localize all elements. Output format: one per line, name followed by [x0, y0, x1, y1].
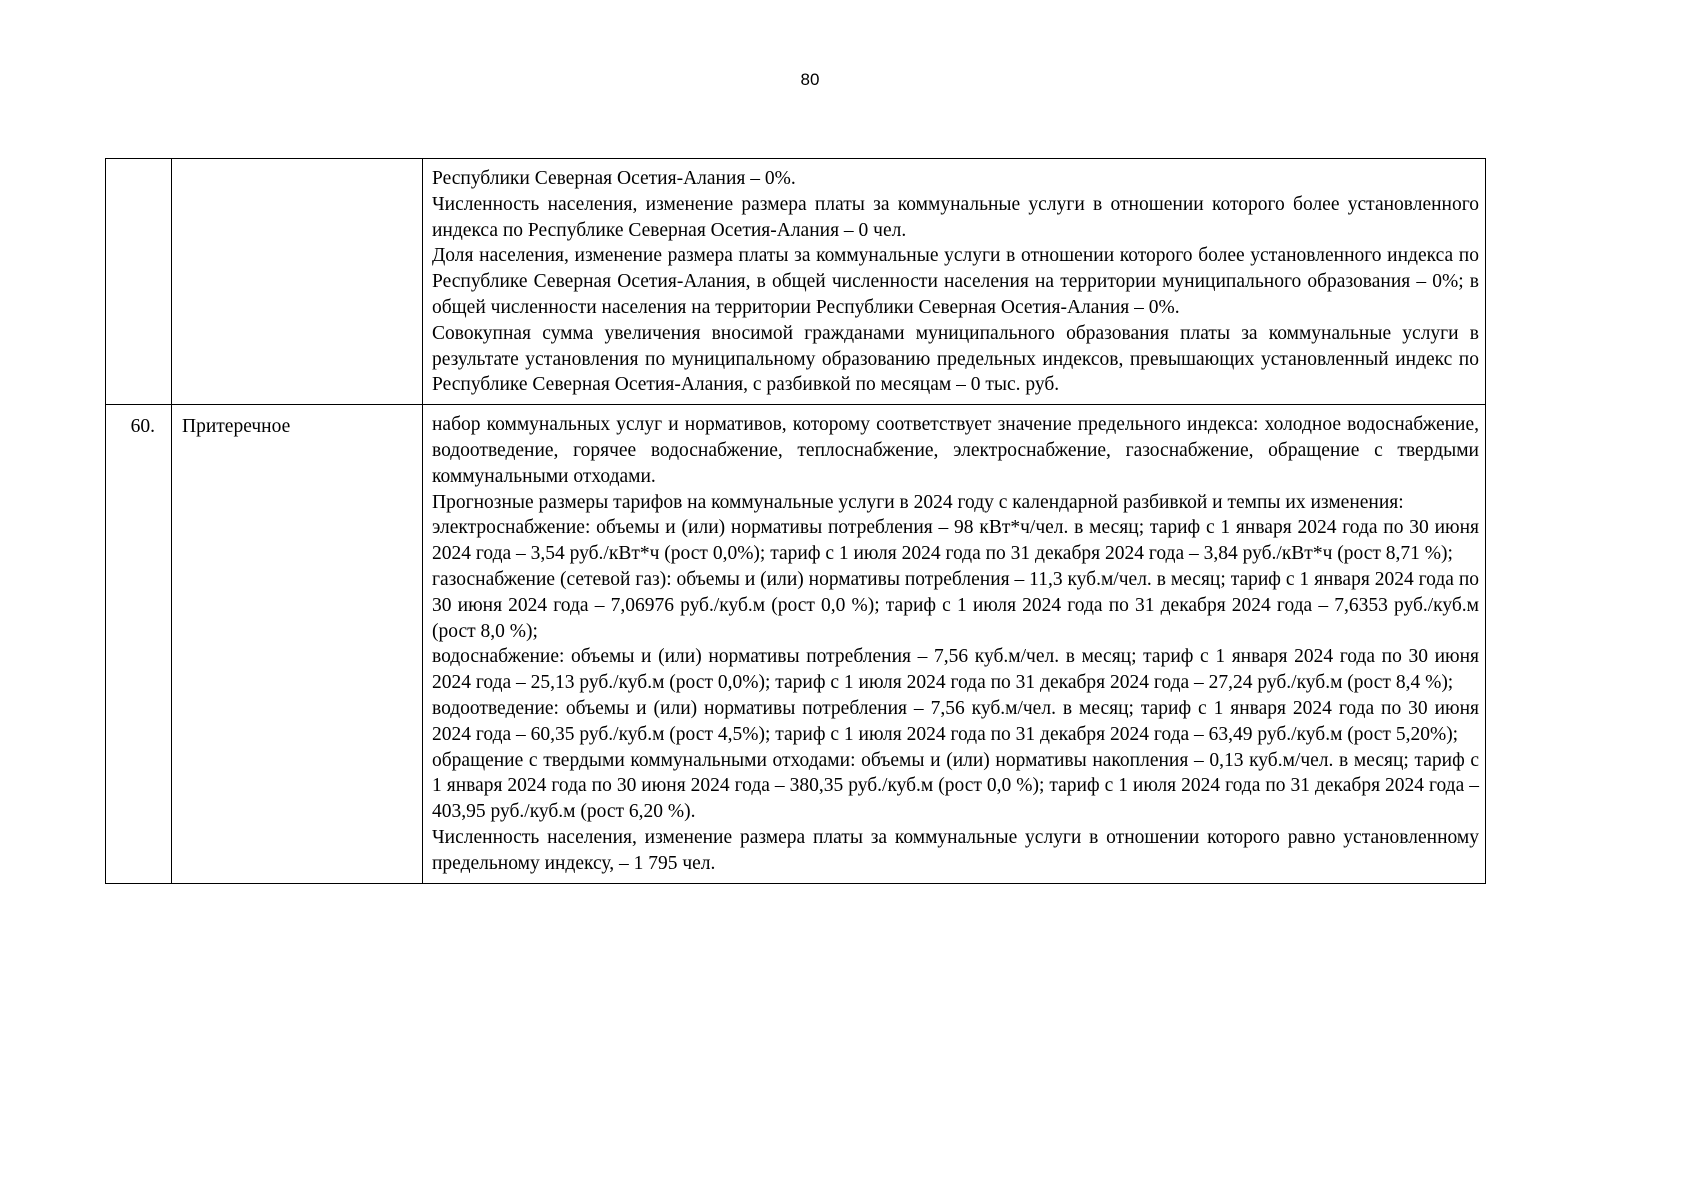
- description-paragraph: набор коммунальных услуг и нормативов, которому соответствует значение предельного индекса: холодное водоснабжение, водоотведение, горячее водоснабжение, теплоснабжение, электроснабжение, газоснабжение, обращение с твердыми коммунальными отходами.: [432, 414, 1479, 487]
- description-paragraph: Республики Северная Осетия-Алания – 0%.: [432, 168, 796, 189]
- description-cell: [423, 159, 1486, 405]
- description-paragraph: водоснабжение: объемы и (или) нормативы потребления – 7,56 куб.м/чел. в месяц; тариф с 1 января 2024 года по 30 июня 2024 года – 25,13 руб./куб.м (рост 0,0%); тариф с 1 июля 2024 года по 31 декабря 2024 года – 27,24 руб./куб.м (рост 8,4 %);: [432, 646, 1479, 694]
- row-number-cell: 60.: [106, 405, 172, 883]
- description-paragraph: обращение с твердыми коммунальными отходами: объемы и (или) нормативы накопления – 0,13 куб.м/чел. в месяц; тариф с 1 января 2024 года по 30 июня 2024 года – 380,35 руб./куб.м (рост 0,0 %); тариф с 1 июля 2024 года по 31 декабря 2024 года – 403,95 руб./куб.м (рост 6,20 %).: [432, 749, 1479, 823]
- description-paragraph: газоснабжение (сетевой газ): объемы и (или) нормативы потребления – 11,3 куб.м/чел. в месяц; тариф с 1 января 2024 года по 30 июня 2024 года – 7,06976 руб./куб.м (рост 0,0 %); тариф с 1 июля 2024 года по 31 декабря 2024 года – 7,6353 руб./куб.м (рост 8,0 %);: [432, 568, 1479, 642]
- page-number: 80: [800, 70, 820, 89]
- table-row: [106, 159, 1486, 405]
- municipal-index-table: [105, 158, 1486, 884]
- description-paragraph: электроснабжение: объемы и (или) нормативы потребления – 98 кВт*ч/чел. в месяц; тариф с 1 января 2024 года по 30 июня 2024 года – 3,54 руб./кВт*ч (рост 0,0%); тариф с 1 июля 2024 года по 31 декабря 2024 года – 3,84 руб./кВт*ч (рост 8,71 %);: [432, 517, 1479, 565]
- description-paragraph: Численность населения, изменение размера платы за коммунальные услуги в отношении которого более установленного индекса по Республике Северная Осетия-Алания – 0 чел.: [432, 193, 1479, 241]
- description-paragraph: Прогнозные размеры тарифов на коммунальные услуги в 2024 году с календарной разбивкой и темпы их изменения:: [432, 491, 1404, 513]
- row-number-cell: [106, 159, 172, 405]
- description-paragraph: Численность населения, изменение размера платы за коммунальные услуги в отношении которого равно установленному предельному индексу, – 1 795 чел.: [432, 826, 1479, 874]
- description-cell: [423, 405, 1486, 883]
- description-paragraph: Совокупная сумма увеличения вносимой гражданами муниципального образования платы за коммунальные услуги в результате установления по муниципальному образованию предельных индексов, превышающих установленный индекс по Республике Северная Осетия-Алания, с разбивкой по месяцам – 0 тыс. руб.: [432, 322, 1479, 396]
- description-paragraph: Доля населения, изменение размера платы за коммунальные услуги в отношении которого более установленного индекса по Республике Северная Осетия-Алания, в общей численности населения на территории муниципального образования – 0%; в общей численности населения на территории Республики Северная Осетия-Алания – 0%.: [432, 245, 1479, 318]
- municipality-name-cell: Притеречное: [172, 405, 423, 883]
- table-row: [106, 405, 1486, 883]
- description-paragraph: водоотведение: объемы и (или) нормативы потребления – 7,56 куб.м/чел. в месяц; тариф с 1 января 2024 года по 30 июня 2024 года – 60,35 руб./куб.м (рост 4,5%); тариф с 1 июля 2024 года по 31 декабря 2024 года – 63,49 руб./куб.м (рост 5,20%);: [432, 697, 1479, 745]
- municipality-name-cell: [172, 159, 423, 405]
